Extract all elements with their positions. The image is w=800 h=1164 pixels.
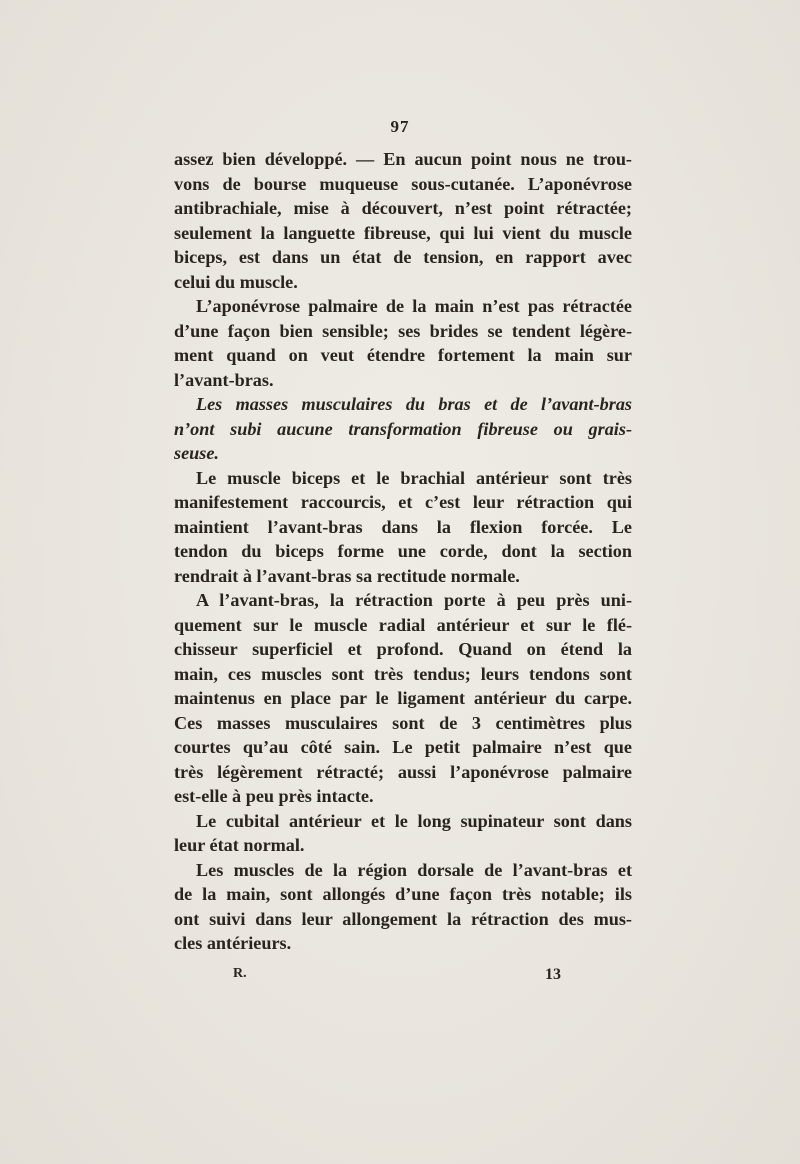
text-line: Ces masses musculaires sont de 3 centimètres plus	[174, 712, 632, 733]
text-line: n’ont subi aucune transformation fibreuse ou grais-	[174, 418, 632, 439]
text-line: Le muscle biceps et le brachial antérieur sont très	[196, 467, 632, 488]
text-line: biceps, est dans un état de tension, en rapport avec	[174, 247, 632, 267]
text-line: celui du muscle.	[174, 271, 298, 292]
text-line: maintenus en place par le ligament antérieur du carpe.	[174, 688, 632, 708]
signature-mark: R.	[233, 966, 247, 981]
text-line: antibrachiale, mise à découvert, n’est point rétractée;	[174, 198, 632, 218]
text-line: main, ces muscles sont très tendus; leurs tendons sont	[174, 663, 632, 684]
page-footer	[0, 966, 800, 990]
text-line: ont suivi dans leur allongement la rétraction des mus-	[174, 908, 632, 929]
text-line: quement sur le muscle radial antérieur et sur le flé-	[174, 614, 632, 635]
page-number: 97	[390, 117, 410, 136]
text-line: ment quand on veut étendre fortement la main sur	[174, 345, 632, 365]
text-line: maintient l’avant-bras dans la flexion forcée. Le	[174, 516, 632, 537]
text-line: manifestement raccourcis, et c’est leur rétraction qui	[174, 492, 632, 512]
text-line: Le cubital antérieur et le long supinateur sont dans	[196, 810, 632, 831]
text-line: seuse.	[174, 443, 219, 463]
text-line: chisseur superficiel et profond. Quand on étend la	[174, 639, 632, 659]
sheet-number: 13	[545, 966, 561, 983]
text-line: A l’avant-bras, la rétraction porte à peu près uni-	[196, 590, 632, 610]
text-line: L’aponévrose palmaire de la main n’est pas rétractée	[196, 296, 632, 316]
text-line: vons de bourse muqueuse sous-cutanée. L’aponévrose	[174, 173, 632, 194]
body-text	[174, 147, 632, 956]
text-line: assez bien développé. — En aucun point nous ne trou-	[174, 149, 632, 169]
text-line: seulement la languette fibreuse, qui lui vient du muscle	[174, 222, 632, 243]
text-line: Les muscles de la région dorsale de l’avant-bras et	[196, 859, 632, 880]
text-line: d’une façon bien sensible; ses brides se tendent légère-	[174, 320, 632, 341]
text-line: très légèrement rétracté; aussi l’aponévrose palmaire	[174, 761, 632, 782]
text-line: est-elle à peu près intacte.	[174, 786, 374, 806]
text-line: courtes qu’au côté sain. Le petit palmaire n’est que	[174, 737, 632, 757]
text-line: cles antérieurs.	[174, 933, 292, 953]
text-line: leur état normal.	[174, 835, 305, 855]
text-line: tendon du biceps forme une corde, dont la section	[174, 541, 632, 561]
text-line: l’avant-bras.	[174, 369, 274, 390]
text-line: rendrait à l’avant-bras sa rectitude normale.	[174, 565, 520, 586]
text-line: Les masses musculaires du bras et de l’avant-bras	[196, 394, 632, 414]
text-line: de la main, sont allongés d’une façon très notable; ils	[174, 884, 632, 904]
